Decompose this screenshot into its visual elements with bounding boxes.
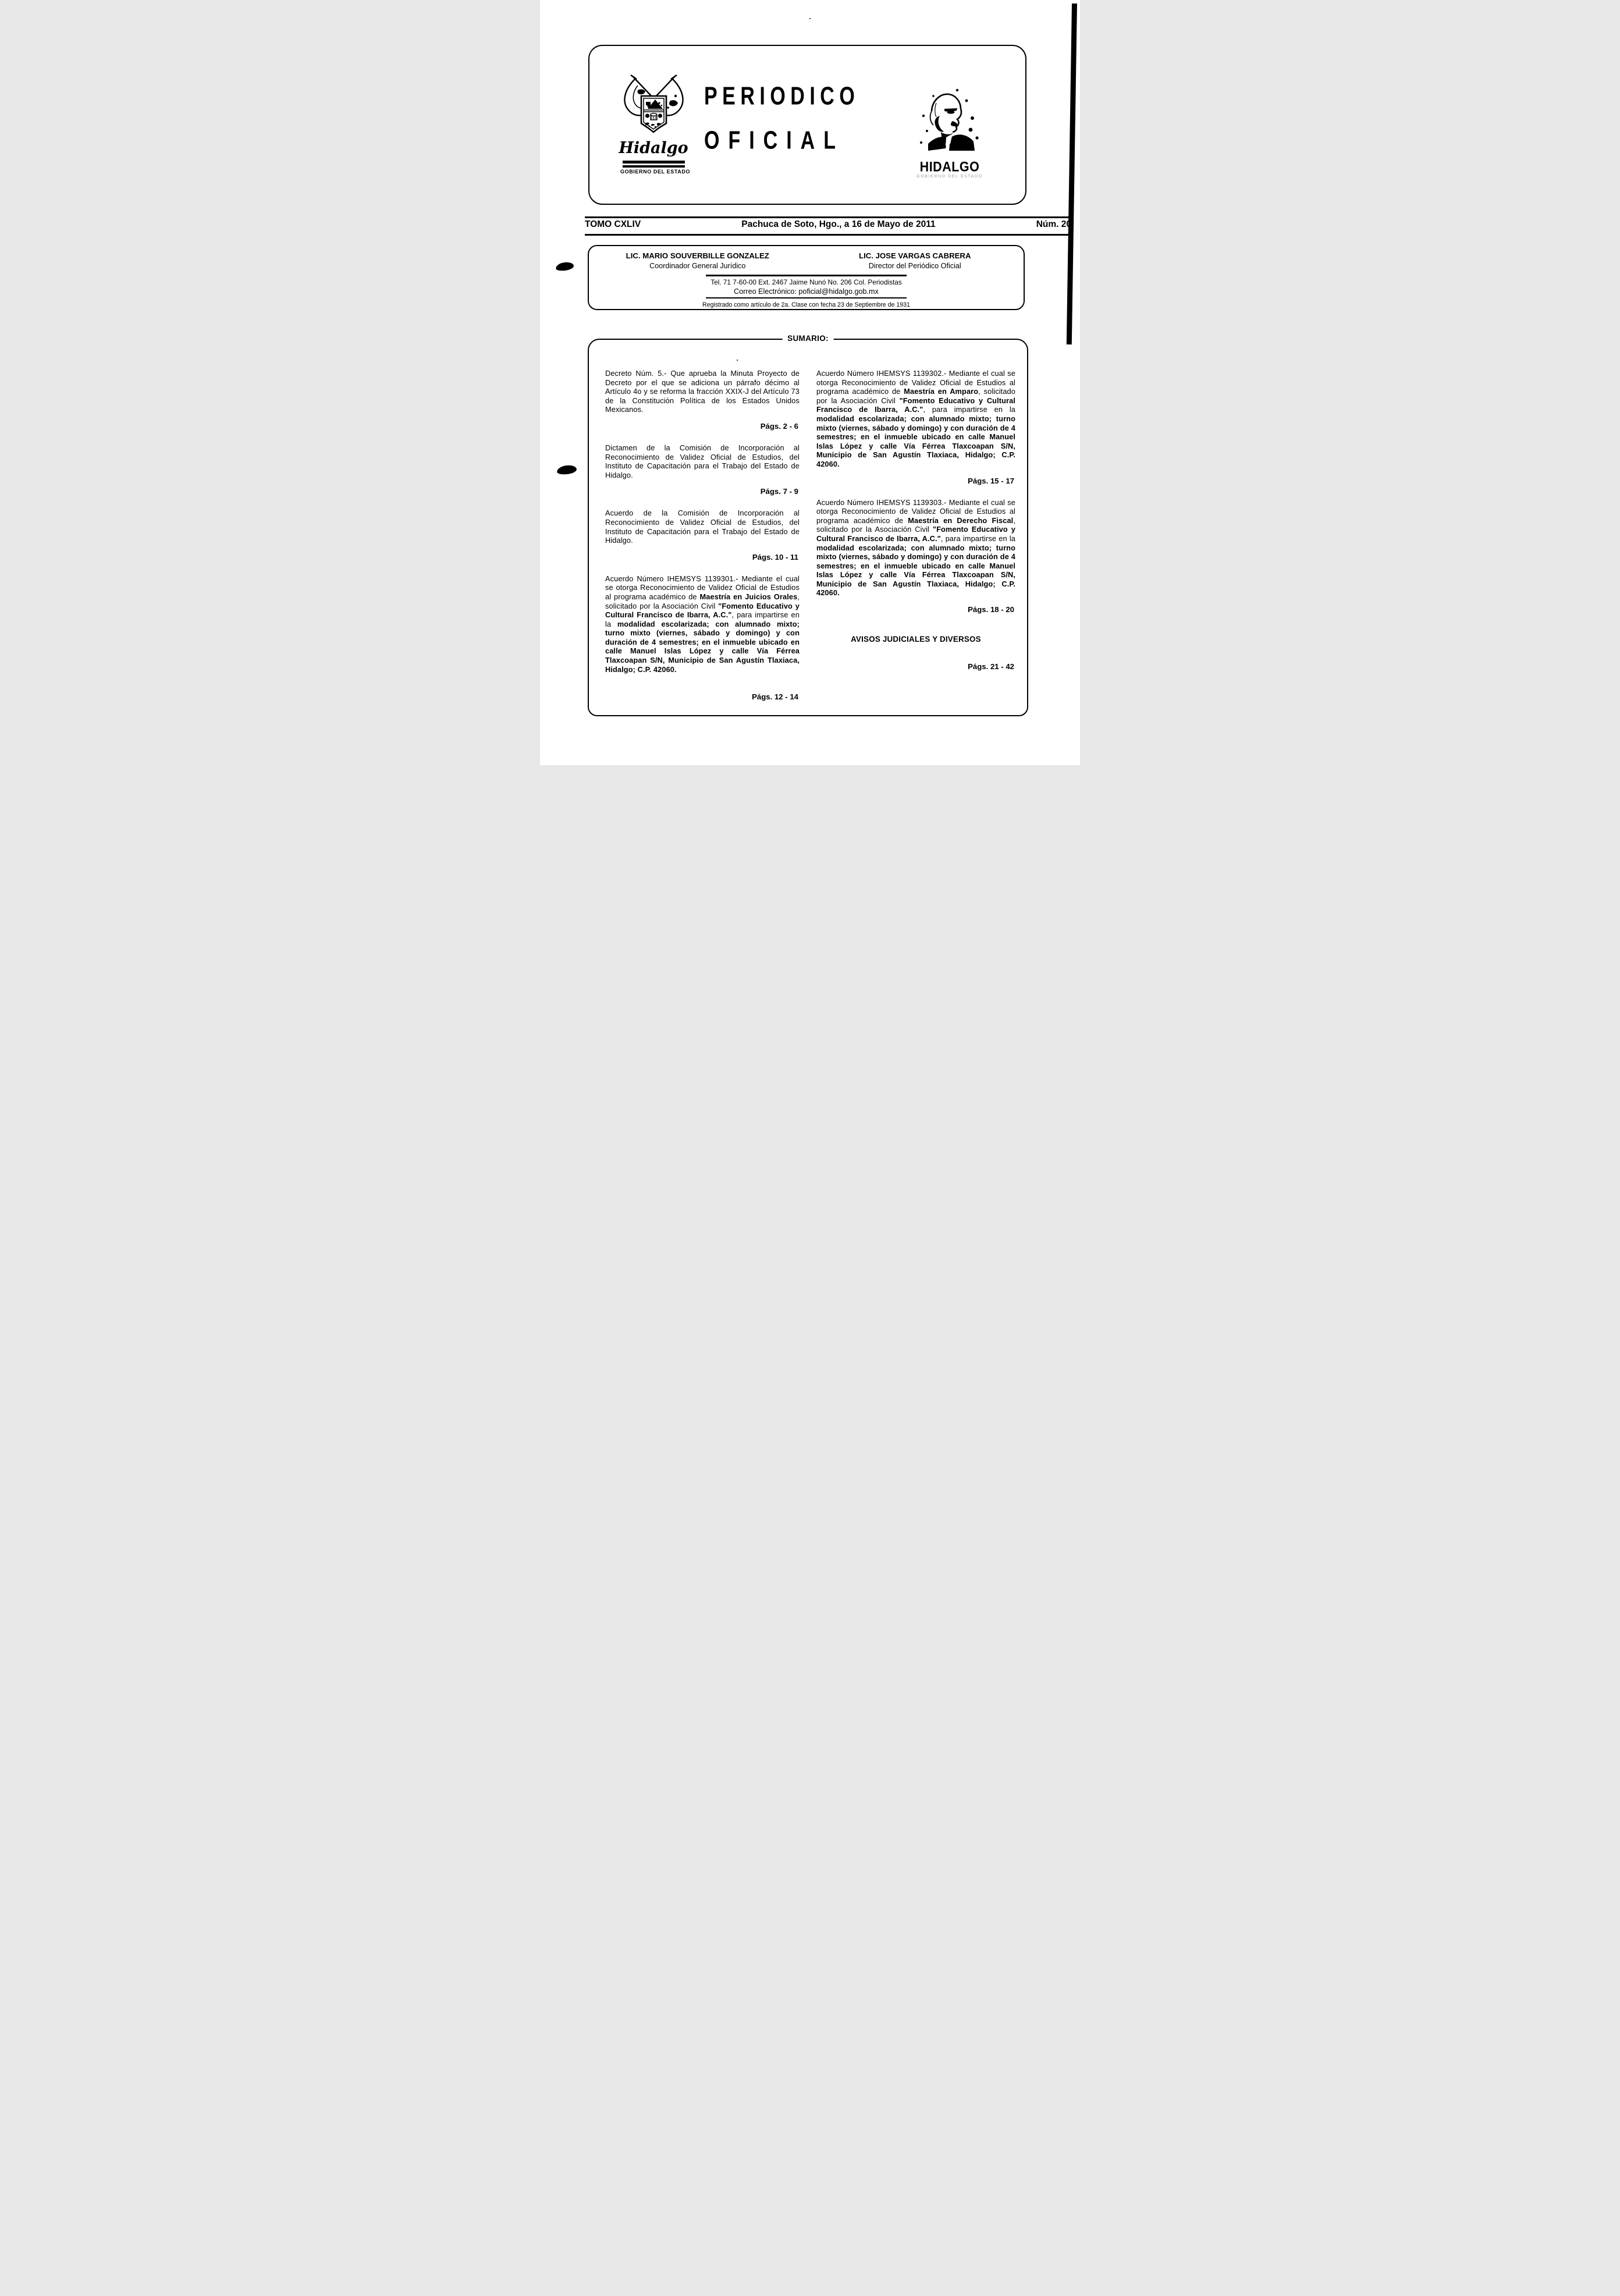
issue-number: Núm. 20: [1036, 219, 1071, 229]
entry-segment-bold: "Fomento Educativo y Cultural Francisco de Ibarra, A.C.": [605, 601, 800, 620]
pages-reference: Págs. 10 - 11: [752, 552, 798, 561]
place-date: Pachuca de Soto, Hgo., a 16 de Mayo de 2011: [741, 219, 936, 229]
entry-segment-bold: modalidad escolarizada; con alumnado mixto; turno mixto (viernes, sábado y domingo) y con duración de 4 semestres; en el inmueble ubicado en calle Manuel Islas López y calle Vía Férrea Tlaxcoapan S/N, Municipio de San Agustín Tlaxiaca, Hidalgo; C.P. 42060.: [605, 619, 800, 674]
sumario-entry-text: [816, 369, 1015, 469]
entry-segment: Decreto Núm. 5.- Que aprueba la Minuta Proyecto de Decreto por el que se adiciona un párrafo décimo al Artículo 4o y se reforma la fracción XXIX-J del Artículo 73 de la Constitución Política de los Estados Unidos Mexicanos.: [605, 369, 800, 414]
entry-segment: Acuerdo de la Comisión de Incorporación al Reconocimiento de Validez Oficial de Estudios, del Instituto de Capacitación para el Trabajo del Estado de Hidalgo.: [605, 509, 800, 545]
pages-reference: Págs. 15 - 17: [968, 476, 1014, 485]
pages-reference: Págs. 18 - 20: [968, 605, 1014, 614]
scan-speck: [809, 18, 811, 19]
scanner-edge-artifact: [1067, 3, 1077, 344]
entry-segment: , solicitado por la Asociación: [816, 516, 1015, 534]
sumario-box: [588, 334, 1028, 716]
entry-segment-bold: "Fomento Educativo y Cultural Francisco de Ibarra, A.C.": [816, 396, 1015, 414]
sumario-label: SUMARIO:: [782, 334, 834, 343]
edition-info-row: [585, 219, 1071, 230]
entry-segment-bold: "Fomento Educativo y Cultural Francisco de Ibarra, A.C.": [816, 525, 1015, 543]
pages-reference: Págs. 21 - 42: [968, 662, 1014, 671]
pages-reference: Págs. 2 - 6: [760, 421, 798, 431]
hole-punch-mark: [556, 464, 577, 475]
pages-reference: Págs. 7 - 9: [760, 487, 798, 496]
officer-name: LIC. MARIO SOUVERBILLE GONZALEZ: [626, 251, 769, 260]
masthead-banner-box: [588, 45, 1026, 205]
officer-left: [589, 251, 807, 270]
hidalgo-script-wordmark: Hidalgo: [619, 139, 688, 157]
officers-row: [589, 251, 1024, 270]
sumario-left-column: [605, 369, 800, 714]
entry-segment: Civil: [915, 525, 933, 534]
gazette-title-line1: PERIODICO: [704, 82, 860, 111]
sumario-entry-text: [605, 509, 800, 545]
sumario-entry-text: [605, 443, 800, 479]
entry-segment: , para impartirse en la: [923, 405, 1016, 414]
masthead-rule-top: [585, 216, 1071, 218]
sumario-section-heading: AVISOS JUDICIALES Y DIVERSOS: [851, 635, 981, 644]
hidalgo-coat-of-arms-icon: [620, 73, 687, 139]
entry-segment: Acuerdo Número IHEMSYS 1139302.- Mediante el cual se otorga Reconocimiento de Validez Oficial de Estudios al programa académico de: [816, 369, 1015, 396]
tomo-label: TOMO CXLIV: [585, 219, 641, 229]
entry-segment: Acuerdo Número IHEMSYS 1139303.- Mediante el cual se otorga Reconocimiento de Validez Oficial de Estudios al programa académico de: [816, 497, 1015, 525]
entry-segment-bold: Maestría en Amparo: [904, 387, 979, 396]
entry-segment: Acuerdo Número IHEMSYS 1139301.- Mediante el cual se otorga Reconocimiento de Validez Oficial de Estudios al programa académico de: [605, 574, 800, 601]
hole-punch-mark: [555, 261, 574, 272]
pages-reference: Págs. 12 - 14: [752, 692, 798, 702]
portrait-subcaption: GOBIERNO DEL ESTADO: [916, 175, 983, 179]
entry-segment-bold: modalidad escolarizada; con alumnado mixto; turno mixto (viernes, sábado y domingo) y con duración de 4 semestres; en el inmueble ubicado en calle Manuel Islas López y calle Vía Férrea Tlaxcoapan S/N, Municipio de San Agustín Tlaxiaca, Hidalgo; C.P. 42060.: [816, 543, 1015, 598]
emblem-rule: [623, 165, 685, 168]
contact-email: Correo Electrónico: poficial@hidalgo.gob.mx: [734, 287, 879, 296]
sumario-entry-text: [816, 498, 1015, 598]
officer-title: Director del Periódico Oficial: [868, 262, 961, 270]
contact-divider-top: [706, 275, 907, 276]
officer-right: [807, 251, 1024, 270]
directors-box: [588, 245, 1025, 310]
entry-segment-bold: modalidad escolarizada; con alumnado mixto; turno mixto (viernes, sábado y domingo) y con duración de 4 semestres; en el inmueble ubicado en calle Manuel Islas López y calle Vía Férrea Tlaxcoapan S/N, Municipio de San Agustín Tlaxiaca, Hidalgo; C.P. 42060.: [816, 414, 1015, 468]
registration-note: Registrado como artículo de 2a. Clase con fecha 23 de Septiembre de 1931: [702, 301, 910, 308]
sumario-entry-text: [605, 574, 800, 674]
officer-title: Coordinador General Jurídico: [649, 262, 746, 270]
entry-segment-bold: Maestría en Juicios Orales: [699, 592, 798, 601]
gazette-page: [540, 0, 1080, 765]
emblem-caption: GOBIERNO DEL ESTADO: [620, 169, 691, 175]
entry-segment: , solicitado por la Asociación Civil: [605, 592, 800, 610]
sumario-right-column: [816, 369, 1015, 684]
entry-segment-bold: Maestría en Derecho Fiscal: [908, 516, 1014, 525]
emblem-rule: [623, 161, 685, 164]
entry-segment: Dictamen de la Comisión de Incorporación al Reconocimiento de Validez Oficial de Estudios, del Instituto de Capacitación para el Trabajo del Estado de Hidalgo.: [605, 443, 800, 479]
contact-address: Tel. 71 7-60-00 Ext. 2467 Jaime Nunó No. 206 Col. Periodistas: [710, 278, 902, 286]
masthead-rule-bottom: [585, 234, 1071, 236]
sumario-entry-text: [605, 369, 800, 414]
portrait-caption: HIDALGO: [919, 159, 980, 175]
miguel-hidalgo-portrait: [914, 86, 984, 159]
entry-segment: , solicitado por la Asociación Civil: [816, 387, 1015, 405]
contact-divider-bottom: [706, 297, 907, 299]
entry-segment: , para impartirse en la: [605, 610, 800, 628]
officer-name: LIC. JOSE VARGAS CABRERA: [859, 251, 971, 260]
gazette-title-line2: OFICIAL: [704, 126, 844, 155]
entry-segment: , para impartirse en la: [940, 534, 1016, 543]
